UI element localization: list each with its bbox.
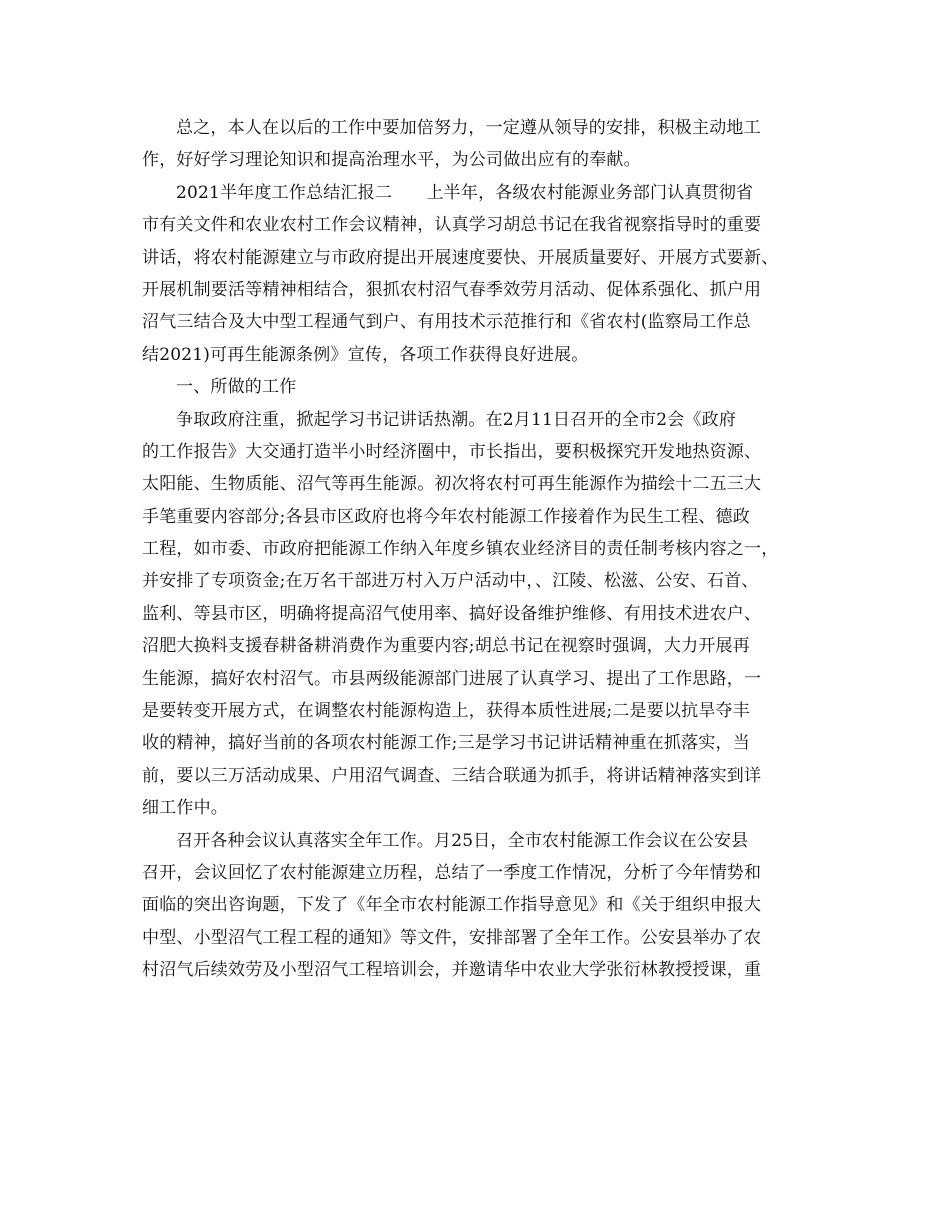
text-line: 太阳能、生物质能、沼气等再生能源。初次将农村可再生能源作为描绘十二五三大 <box>142 474 762 495</box>
text-line: 是要转变开展方式，在调整农村能源构造上，获得本质性进展;二是要以抗旱夺丰 <box>142 701 750 722</box>
text-line: 面临的突出咨询题，下发了《年全市农村能源工作指导意见》和《关于组织申报大 <box>142 895 762 916</box>
text-line: 前，要以三万活动成果、户用沼气调查、三结合联通为抓手，将讲话精神落实到详 <box>142 765 762 786</box>
text-line: 监利、等县市区，明确将提高沼气使用率、搞好设备维护维修、有用技术进农户、 <box>142 603 762 624</box>
text-line: 市有关文件和农业农村工作会议精神，认真学习胡总书记在我省视察指导时的重要 <box>142 215 762 236</box>
text-line: 开展机制要活等精神相结合，狠抓农村沼气春季效劳月活动、促体系强化、抓户用 <box>142 279 762 300</box>
text-line: 召开各种会议认真落实全年工作。月25日，全市农村能源工作会议在公安县 <box>176 830 749 851</box>
text-line: 工程，如市委、市政府把能源工作纳入年度乡镇农业经济目的责任制考核内容之一， <box>142 539 779 560</box>
text-line: 讲话，将农村能源建立与市政府提出开展速度要快、开展质量要好、开展方式要新、 <box>142 247 779 268</box>
text-line: 2021半年度工作总结汇报二 上半年，各级农村能源业务部门认真贯彻省 <box>176 182 754 203</box>
text-line: 结2021)可再生能源条例》宣传，各项工作获得良好进展。 <box>142 344 589 365</box>
text-line: 生能源，搞好农村沼气。市县两级能源部门进展了认真学习、提出了工作思路，一 <box>142 668 762 689</box>
text-line: 手笔重要内容部分;各县市区政府也将今年农村能源工作接着作为民生工程、德政 <box>142 506 750 527</box>
text-line: 沼肥大换料支援春耕备耕消费作为重要内容;胡总书记在视察时强调，大力开展再 <box>142 636 750 657</box>
text-line: 一、所做的工作 <box>176 377 297 398</box>
document-body <box>142 112 810 987</box>
text-line: 收的精神，搞好当前的各项农村能源工作;三是学习书记讲话精神重在抓落实，当 <box>142 733 750 754</box>
text-line: 沼气三结合及大中型工程通气到户、有用技术示范推行和《省农村(监察局工作总 <box>142 312 751 333</box>
text-line: 并安排了专项资金;在万名干部进万村入万户活动中，、江陵、松滋、公安、石首、 <box>142 571 759 592</box>
text-line: 村沼气后续效劳及小型沼气工程培训会，并邀请华中农业大学张衍林教授授课，重 <box>142 960 762 981</box>
text-line: 的工作报告》大交通打造半小时经济圈中，市长指出，要积极探究开发地热资源、 <box>142 441 762 462</box>
text-line: 作，好好学习理论知识和提高治理水平，为公司做出应有的奉献。 <box>142 150 641 171</box>
text-line: 召开，会议回忆了农村能源建立历程，总结了一季度工作情况，分析了今年情势和 <box>142 862 762 883</box>
text-line: 细工作中。 <box>142 798 228 819</box>
text-line: 中型、小型沼气工程工程的通知》等文件，安排部署了全年工作。公安县举办了农 <box>142 927 762 948</box>
text-line: 争取政府注重，掀起学习书记讲话热潮。在2月11日召开的全市2会《政府 <box>176 409 737 430</box>
text-line: 总之，本人在以后的工作中要加倍努力，一定遵从领导的安排，积极主动地工 <box>176 118 761 138</box>
